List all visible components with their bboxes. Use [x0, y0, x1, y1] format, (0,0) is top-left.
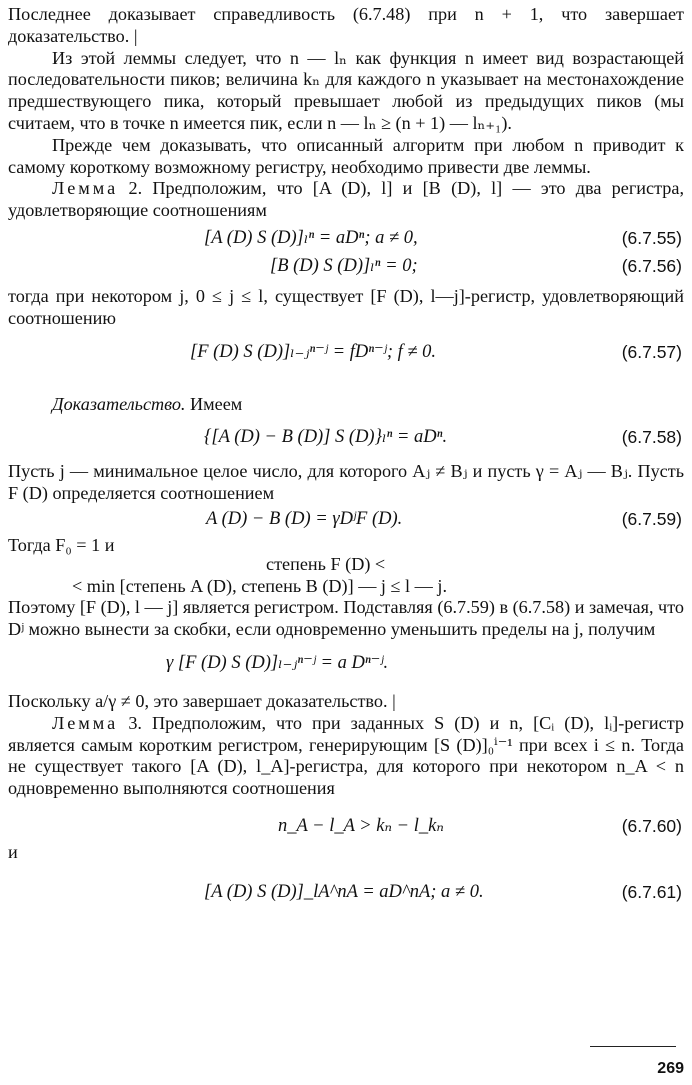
degree-line: степень F (D) <: [266, 553, 386, 574]
lemma-3-label: Лемма: [52, 712, 119, 733]
equation-body: [A (D) S (D)]_lA^nA = aD^nA; a ≠ 0.: [204, 881, 484, 902]
conjunction-and: и: [8, 841, 18, 862]
lemma-2-label: Лемма: [52, 178, 119, 199]
equation-body: [B (D) S (D)]ₗⁿ = 0;: [270, 255, 418, 276]
paragraph-8: Тогда F₀ = 1 и: [8, 534, 115, 555]
equation-body: γ [F (D) S (D)]ₗ₋ⱼⁿ⁻ʲ = a Dⁿ⁻ʲ.: [166, 652, 389, 673]
equation-number: (6.7.58): [621, 427, 682, 448]
paragraph-3: Прежде чем доказывать, что описанный алгоритм при любом n приводит к самому короткому возможному регистру, необходимо привести две леммы.: [8, 134, 684, 177]
paragraph-2: Из этой леммы следует, что n — lₙ как функция n имеет вид возрастающей последовательности пиков; величина kₙ для каждого n указывает на местонахождение предшествующего пика, который превышает любой из предыдущих пиков (мы считаем, что в точке n имеется пик, если n — lₙ ≥ (n + 1) — lₙ₊₁).: [8, 47, 684, 133]
page-number: 269: [657, 1060, 684, 1077]
footer-rule: [590, 1046, 676, 1047]
equation-number: (6.7.56): [621, 255, 682, 276]
lemma-3-text: 3. Предположим, что при заданных S (D) и n, [Cᵢ (D), lᵢ]-регистр является самым коротким регистром, генерирующим [S (D)]₀ⁱ⁻¹ при всех i ≤ n. Тогда не существует такого [A (D), l_A]-регистра, для которого при некотором n_A < n одновременно выполняются соотношения: [8, 712, 684, 799]
paragraph-9: Поэтому [F (D), l — j] является регистром. Подставляя (6.7.59) в (6.7.58) и замечая, что Dʲ можно вынести за скобки, если одновременно уменьшить пределы на j, получим: [8, 597, 685, 640]
equation-body: [F (D) S (D)]ₗ₋ⱼⁿ⁻ʲ = fDⁿ⁻ʲ; f ≠ 0.: [190, 341, 437, 362]
equation-6-7-61: [8, 880, 684, 904]
proof-paragraph: [8, 394, 684, 416]
lemma-2-text: 2. Предположим, что [A (D), l] и [B (D), l] — это два регистра, удовлетворяющие соотношениям: [8, 178, 684, 221]
proof-label: Доказательство.: [52, 393, 186, 414]
equation-6-7-58: [8, 425, 684, 449]
equation-6-7-57: [8, 340, 684, 364]
paragraph-1: Последнее доказывает справедливость (6.7.48) при n + 1, что завершает доказательство. |: [8, 4, 684, 46]
equation-number: (6.7.55): [621, 227, 682, 248]
equation-number: (6.7.60): [621, 815, 682, 836]
paragraph-7: Пусть j — минимальное целое число, для которого Aⱼ ≠ Bⱼ и пусть γ = Aⱼ — Bⱼ. Пусть F (D) определяется соотношением: [8, 461, 684, 504]
equation-number: (6.7.61): [621, 881, 682, 902]
min-degree-line: < min [степень A (D), степень B (D)] — j ≤ l — j.: [72, 575, 447, 596]
equation-body: n_A − l_A > kₙ − l_kₙ: [278, 815, 444, 836]
equation-number: (6.7.59): [621, 508, 682, 529]
paragraph-10: Поскольку a/γ ≠ 0, это завершает доказательство. |: [8, 690, 396, 711]
equation-6-7-56: [8, 254, 684, 278]
equation-6-7-55: [8, 226, 684, 250]
lemma-3-paragraph: [8, 713, 684, 800]
lemma-2-paragraph: [8, 178, 684, 222]
equation-body: A (D) − B (D) = γDʲF (D).: [206, 508, 403, 529]
equation-unnumbered: [8, 651, 684, 681]
equation-body: {[A (D) − B (D)] S (D)}ₗⁿ = aDⁿ.: [204, 427, 448, 448]
equation-6-7-60: [8, 814, 684, 838]
equation-body: [A (D) S (D)]ₗⁿ = aDⁿ; a ≠ 0,: [204, 227, 418, 248]
equation-6-7-59: [8, 507, 684, 531]
paragraph-5: тогда при некотором j, 0 ≤ j ≤ l, существует [F (D), l—j]-регистр, удовлетворяющий соотношению: [8, 285, 684, 328]
equation-number: (6.7.57): [621, 341, 682, 362]
page-body: [8, 4, 684, 904]
proof-text: Имеем: [190, 393, 243, 414]
